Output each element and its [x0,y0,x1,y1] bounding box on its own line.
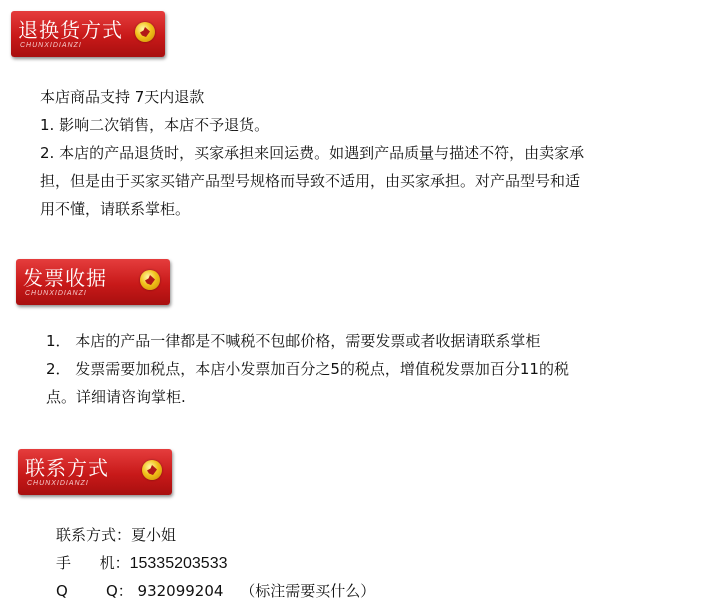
invoice-line-1: 1． 本店的产品一律都是不喊税不包邮价格，需要发票或者收据请联系掌柜 [46,332,541,350]
contact-qq-value: 932099204 [132,582,224,600]
contact-qq-note: （标注需要买什么） [240,582,376,600]
contact-phone-value: 15335203533 [129,555,228,572]
invoice-line-3: 点。详细请咨询掌柜. [46,388,186,406]
section-badge-invoice [16,259,170,305]
thumbs-up-icon [142,460,162,480]
contact-phone-label: 手 机： [56,554,130,572]
contact-phone-row [56,549,228,578]
contact-name-value: 夏小姐 [131,526,177,544]
section-badge-returns [11,11,165,57]
contact-qq-label: Q Q： [56,582,133,600]
returns-line-2: 1. 影响二次销售，本店不予退货。 [40,116,270,134]
section-badge-contact [18,449,172,495]
section-title: 退换货方式 [18,18,123,42]
section-subtitle: CHUNXIDIANZI [25,290,87,297]
returns-line-3: 2. 本店的产品退货时，买家承担来回运费。如遇到产品质量与描述不符，由卖家承 [40,144,585,162]
thumbs-up-icon [135,22,155,42]
returns-line-1: 本店商品支持 7天内退款 [40,88,205,106]
section-subtitle: CHUNXIDIANZI [27,480,89,487]
section-subtitle: CHUNXIDIANZI [20,42,82,49]
returns-line-4: 担，但是由于买家买错产品型号规格而导致不适用，由买家承担。对产品型号和适 [40,172,581,190]
contact-name-row [56,521,176,549]
invoice-line-2: 2． 发票需要加税点，本店小发票加百分之5的税点，增值税发票加百分11的税 [46,360,569,378]
thumbs-up-icon [140,270,160,290]
returns-line-5: 用不懂，请联系掌柜。 [40,200,191,218]
contact-qq-row [56,577,375,605]
section-title: 联系方式 [25,456,109,480]
section-title: 发票收据 [23,266,107,290]
contact-name-label: 联系方式： [56,526,132,544]
